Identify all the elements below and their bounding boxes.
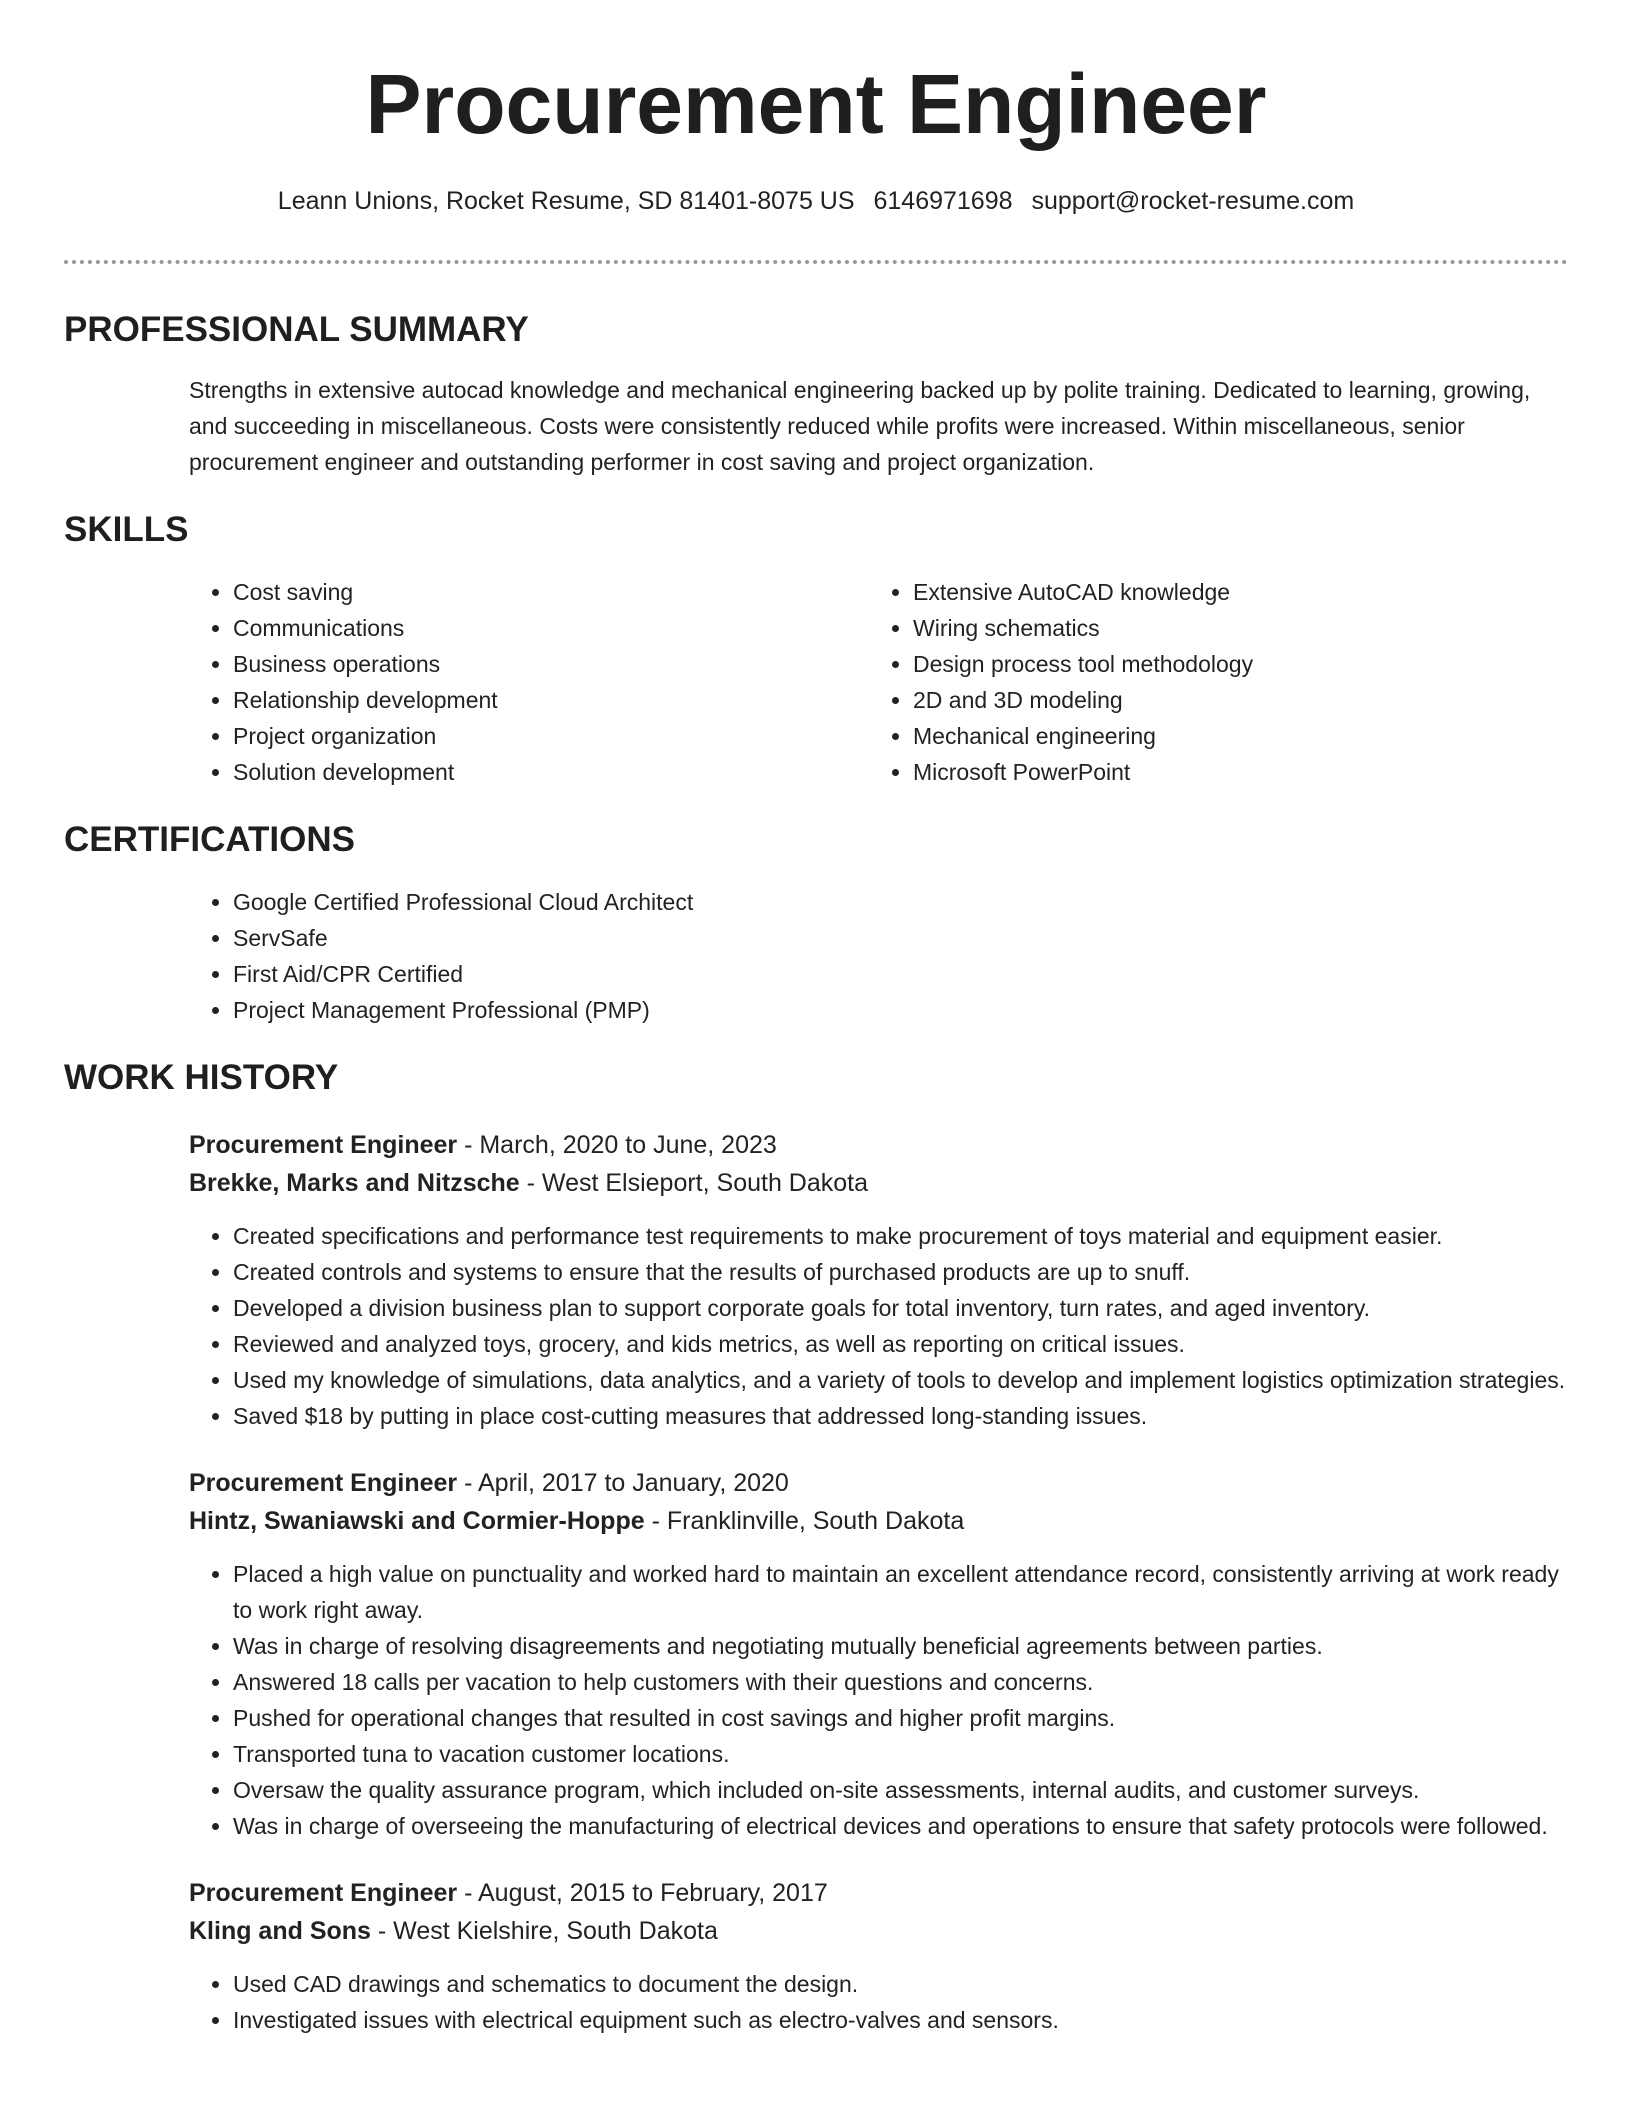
job-company: Kling and Sons [189, 1917, 371, 1945]
skill-item: • Wiring schematics [913, 610, 1549, 646]
job-location: West Elsieport, South Dakota [541, 1169, 869, 1197]
job-company-line: Kling and Sons - West Kielshire, South Dakota [189, 1917, 718, 1945]
job-bullet: • Placed a high value on punctuality and worked hard to maintain an excellent attendance record, consistently arriving at work ready to work right away. [233, 1556, 1569, 1628]
job-role: Procurement Engineer [189, 1131, 458, 1159]
certification-item: • Google Certified Professional Cloud Architect [233, 884, 1568, 920]
job-bullet: • Used my knowledge of simulations, data analytics, and a variety of tools to develop and implement logistics optimization strategies. [233, 1362, 1569, 1398]
job-bullet: • Saved $18 by putting in place cost-cutting measures that addressed long-standing issues. [233, 1398, 1569, 1434]
skill-item: • Relationship development [233, 682, 869, 718]
header-divider [64, 260, 1568, 264]
job-company-line: Hintz, Swaniawski and Cormier-Hoppe - Franklinville, South Dakota [189, 1507, 965, 1535]
skill-item: • Business operations [233, 646, 869, 682]
job-bullet: • Oversaw the quality assurance program, which included on-site assessments, internal audits, and customer surveys. [233, 1772, 1569, 1808]
contact-line [64, 186, 1568, 216]
job-dates: April, 2017 to January, 2020 [477, 1469, 789, 1497]
job-bullet: • Was in charge of resolving disagreements and negotiating mutually beneficial agreements between parties. [233, 1628, 1569, 1664]
candidate-name: Procurement Engineer [365, 57, 1267, 151]
summary-heading: PROFESSIONAL SUMMARY [64, 310, 529, 349]
job-bullet: • Used CAD drawings and schematics to document the design. [233, 1966, 1569, 2002]
skills-list [189, 574, 1569, 790]
job-title-line: Procurement Engineer - April, 2017 to January, 2020 [189, 1469, 789, 1497]
job-entry [189, 1874, 1569, 2038]
skill-item: • Communications [233, 610, 869, 646]
job-dates: March, 2020 to June, 2023 [479, 1131, 777, 1159]
skills-column-right [869, 574, 1549, 790]
job-entry [189, 1126, 1569, 1434]
contact-email[interactable]: support@rocket-resume.com [1031, 187, 1355, 215]
job-bullets [189, 1966, 1569, 2038]
job-dates: August, 2015 to February, 2017 [477, 1879, 828, 1907]
certifications-heading: CERTIFICATIONS [64, 820, 356, 859]
job-company: Brekke, Marks and Nitzsche [189, 1169, 520, 1197]
skill-item: • Mechanical engineering [913, 718, 1549, 754]
job-company: Hintz, Swaniawski and Cormier-Hoppe [189, 1507, 645, 1535]
job-role: Procurement Engineer [189, 1879, 458, 1907]
certification-item: • Project Management Professional (PMP) [233, 992, 1568, 1028]
skill-item: • 2D and 3D modeling [913, 682, 1549, 718]
contact-phone: 6146971698 [873, 187, 1013, 215]
job-bullet: • Developed a division business plan to support corporate goals for total inventory, turn rates, and aged inventory. [233, 1290, 1569, 1326]
skill-item: • Design process tool methodology [913, 646, 1549, 682]
contact-address: Leann Unions, Rocket Resume, SD 81401-8075 US [277, 187, 855, 215]
job-bullet: • Created controls and systems to ensure that the results of purchased products are up to snuff. [233, 1254, 1569, 1290]
skill-item: • Cost saving [233, 574, 869, 610]
skill-item: • Microsoft PowerPoint [913, 754, 1549, 790]
job-bullet: • Created specifications and performance test requirements to make procurement of toys material and equipment easier. [233, 1218, 1569, 1254]
skills-heading: SKILLS [64, 510, 189, 549]
certifications-list [189, 884, 1568, 1028]
work-history-heading: WORK HISTORY [64, 1058, 339, 1097]
job-location: Franklinville, South Dakota [666, 1507, 965, 1535]
resume-page [64, 0, 1568, 2038]
job-title-line: Procurement Engineer - March, 2020 to June, 2023 [189, 1131, 777, 1159]
job-location: West Kielshire, South Dakota [393, 1917, 718, 1945]
job-bullets [189, 1218, 1569, 1434]
job-bullets [189, 1556, 1569, 1844]
job-role: Procurement Engineer [189, 1469, 458, 1497]
job-bullet: • Transported tuna to vacation customer locations. [233, 1736, 1569, 1772]
certification-item: • ServSafe [233, 920, 1568, 956]
certification-item: • First Aid/CPR Certified [233, 956, 1568, 992]
skill-item: • Project organization [233, 718, 869, 754]
job-entry [189, 1464, 1569, 1844]
skills-column-left [189, 574, 869, 790]
job-bullet: • Investigated issues with electrical equipment such as electro-valves and sensors. [233, 2002, 1569, 2038]
skill-item: • Solution development [233, 754, 869, 790]
job-company-line: Brekke, Marks and Nitzsche - West Elsieport, South Dakota [189, 1169, 869, 1197]
job-bullet: • Pushed for operational changes that resulted in cost savings and higher profit margins. [233, 1700, 1569, 1736]
skill-item: • Extensive AutoCAD knowledge [913, 574, 1549, 610]
summary-text: Strengths in extensive autocad knowledge and mechanical engineering backed up by polite training. Dedicated to learning, growing, and succeeding in miscellaneous. Costs were consistently reduced while profits were increased. Within miscellaneous, senior procurement engineer and outstanding performer in cost saving and project organization. [189, 377, 1531, 475]
job-bullet: • Was in charge of overseeing the manufacturing of electrical devices and operations to ensure that safety protocols were followed. [233, 1808, 1569, 1844]
job-title-line: Procurement Engineer - August, 2015 to February, 2017 [189, 1879, 828, 1907]
job-bullet: • Reviewed and analyzed toys, grocery, and kids metrics, as well as reporting on critical issues. [233, 1326, 1569, 1362]
job-bullet: • Answered 18 calls per vacation to help customers with their questions and concerns. [233, 1664, 1569, 1700]
